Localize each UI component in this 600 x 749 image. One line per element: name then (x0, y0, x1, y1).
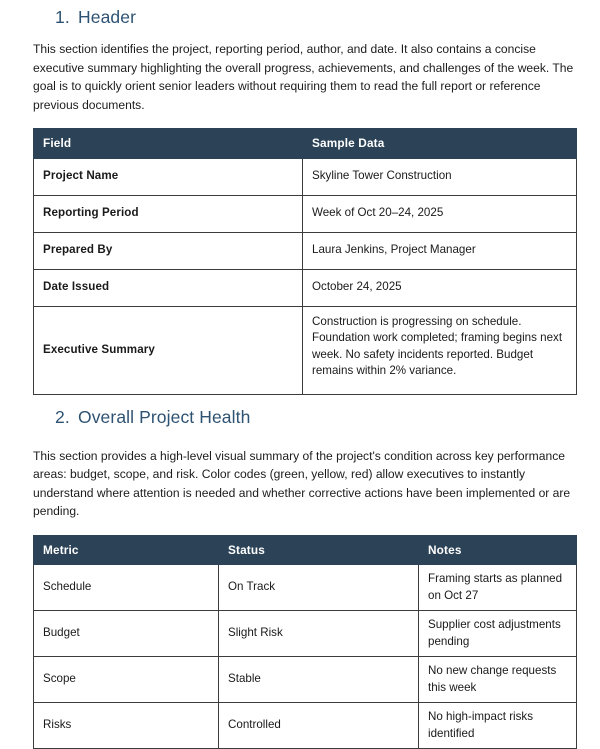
metric-name-schedule: Schedule (34, 565, 219, 611)
metric-status-schedule: On Track (219, 565, 419, 611)
section-heading-1 (0, 7, 600, 28)
metric-notes-schedule: Framing starts as planned on Oct 27 (419, 565, 577, 611)
project-health-table (33, 535, 577, 749)
metric-notes-scope: No new change requests this week (419, 657, 577, 703)
metric-name-budget: Budget (34, 611, 219, 657)
metric-name-scope: Scope (34, 657, 219, 703)
metric-notes-risks: No high-impact risks identified (419, 703, 577, 749)
metric-name-risks: Risks (34, 703, 219, 749)
metric-notes-budget: Supplier cost adjustments pending (419, 611, 577, 657)
section-paragraph-1: This section identifies the project, reporting period, author, and date. It also contains a concise executive summary highlighting the overall progress, achievements, and challenges of the week. The goal is to quickly orient senior leaders without requiring them to read the full report or reference previous documents. (0, 40, 600, 114)
section-title-2: Overall Project Health (78, 407, 250, 428)
spacer-after-heading-2 (0, 428, 600, 447)
column-header-sample-data: Sample Data (303, 129, 577, 159)
field-value-reporting-period: Week of Oct 20–24, 2025 (303, 195, 577, 232)
metric-status-risks: Controlled (219, 703, 419, 749)
table-header-row (34, 535, 577, 565)
column-header-metric: Metric (34, 535, 219, 565)
table-row (34, 611, 577, 657)
field-label-reporting-period: Reporting Period (34, 195, 303, 232)
table-row (34, 306, 577, 394)
table-row (34, 232, 577, 269)
section-number-1: 1. (55, 7, 78, 28)
field-label-executive-summary: Executive Summary (34, 306, 303, 394)
header-table-body (34, 158, 577, 394)
top-spacer (0, 0, 600, 7)
table-row (34, 657, 577, 703)
metric-status-budget: Slight Risk (219, 611, 419, 657)
spacer-before-table-1 (0, 114, 600, 128)
column-header-field: Field (34, 129, 303, 159)
table-header-row (34, 129, 577, 159)
spacer-after-table-1 (0, 395, 600, 407)
metric-status-scope: Stable (219, 657, 419, 703)
spacer-after-heading-1 (0, 28, 600, 40)
field-label-project-name: Project Name (34, 158, 303, 195)
field-value-executive-summary: Construction is progressing on schedule. Foundation work completed; framing begins next week. No safety incidents reported. Budget remains within 2% variance. (303, 306, 577, 394)
column-header-status: Status (219, 535, 419, 565)
field-value-project-name: Skyline Tower Construction (303, 158, 577, 195)
health-table-body (34, 565, 577, 749)
health-table-head (34, 535, 577, 565)
header-table-head (34, 129, 577, 159)
table-row (34, 269, 577, 306)
field-value-prepared-by: Laura Jenkins, Project Manager (303, 232, 577, 269)
header-information-table (33, 128, 577, 395)
spacer-before-table-2 (0, 521, 600, 535)
field-value-date-issued: October 24, 2025 (303, 269, 577, 306)
table-row (34, 158, 577, 195)
section-number-2: 2. (55, 407, 78, 428)
column-header-notes: Notes (419, 535, 577, 565)
section-paragraph-2: This section provides a high-level visual summary of the project's condition across key performance areas: budget, scope, and risk. Color codes (green, yellow, red) allow executives to instantly understand where attention is needed and whether corrective actions have been implemented or are pending. (0, 447, 600, 521)
table-row (34, 565, 577, 611)
section-title-1: Header (78, 7, 136, 28)
section-heading-2 (0, 407, 600, 428)
field-label-date-issued: Date Issued (34, 269, 303, 306)
table-row (34, 703, 577, 749)
table-row (34, 195, 577, 232)
field-label-prepared-by: Prepared By (34, 232, 303, 269)
